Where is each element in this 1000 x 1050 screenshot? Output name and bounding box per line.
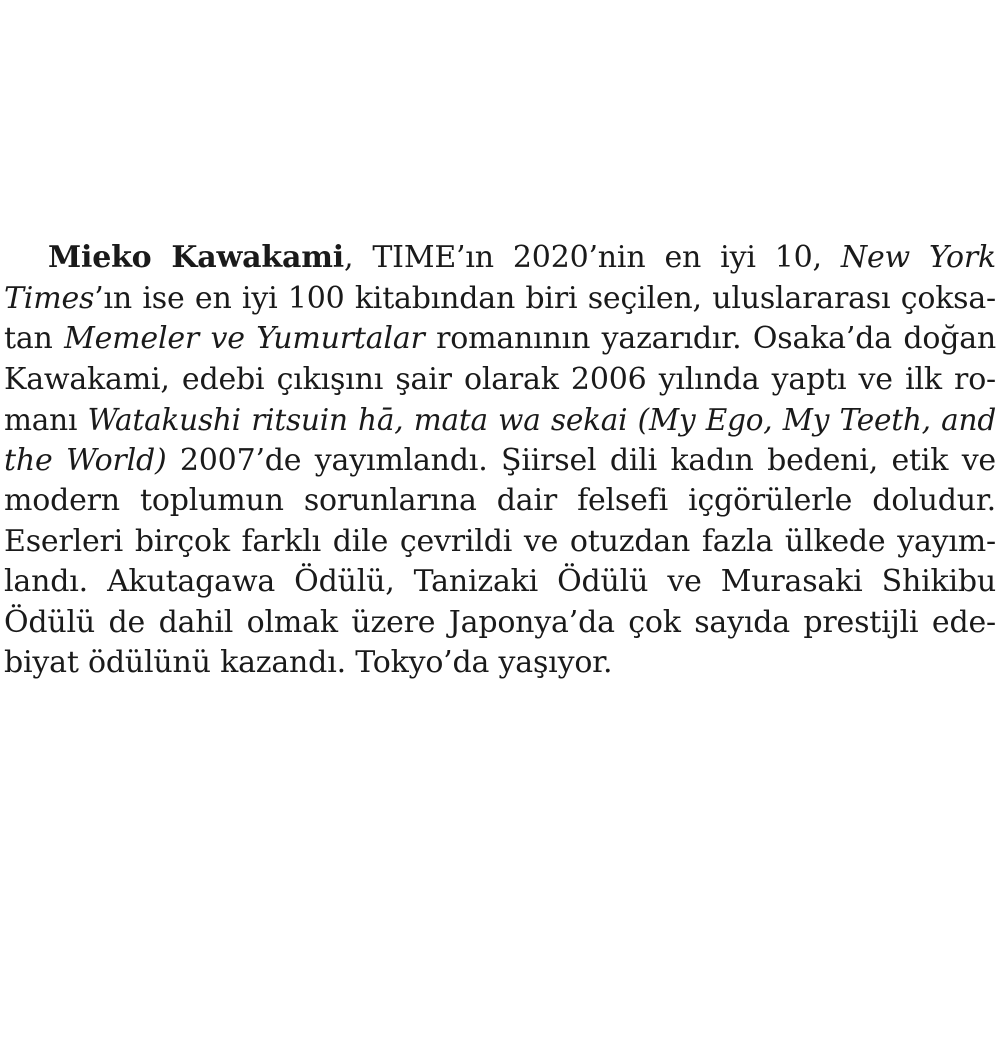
bio-text: modern toplumun sorunlarına dair felsefi içgörülerle doludur. — [4, 483, 996, 518]
bio-line — [4, 238, 996, 279]
bio-line — [4, 562, 996, 603]
bio-line — [4, 441, 996, 482]
book-title: the World) — [4, 442, 167, 478]
bio-line — [4, 319, 996, 360]
bio-text: tan — [4, 321, 65, 356]
bio-line — [4, 279, 996, 320]
author-name: Mieko Kawakami — [48, 240, 344, 275]
book-title: Memeler ve Yumurtalar — [64, 321, 425, 356]
bio-line — [4, 481, 996, 522]
bio-text: landı. Akutagawa Ödülü, Tanizaki Ödülü ve Murasaki Shikibu — [4, 564, 996, 599]
bio-text: ’ın ise en iyi 100 kitabından biri seçilen, uluslararası çoksa- — [94, 280, 996, 316]
bio-text-italic: Times — [4, 280, 95, 316]
bio-line — [4, 360, 996, 401]
bio-text: , TIME’ın 2020’nin en iyi 10, — [343, 240, 841, 275]
bio-line — [4, 522, 996, 563]
bio-text: manı — [4, 403, 88, 437]
bio-text-italic: New York — [840, 240, 997, 275]
bio-text: Eserleri birçok farklı dile çevrildi ve otuzdan fazla ülkede yayım- — [4, 523, 996, 559]
bio-text: romanının yazarıdır. Osaka’da doğan — [424, 321, 997, 356]
bio-text: biyat ödülünü kazandı. Tokyo’da yaşıyor. — [4, 645, 613, 680]
bio-text: Ödülü de dahil olmak üzere Japonya’da çok sayıda prestijli ede- — [4, 604, 996, 640]
bio-text: Kawakami, edebi çıkışını şair olarak 2006 yılında yaptı ve ilk ro- — [4, 361, 996, 397]
book-title: Watakushi ritsuin hā, mata wa sekai (My Ego, My Teeth, and — [87, 403, 997, 437]
bio-line — [4, 643, 996, 684]
bio-line — [4, 603, 996, 644]
bio-text: 2007’de yayımlandı. Şiirsel dili kadın bedeni, etik ve — [166, 442, 996, 478]
author-biography — [4, 238, 996, 684]
bio-line — [4, 400, 996, 441]
